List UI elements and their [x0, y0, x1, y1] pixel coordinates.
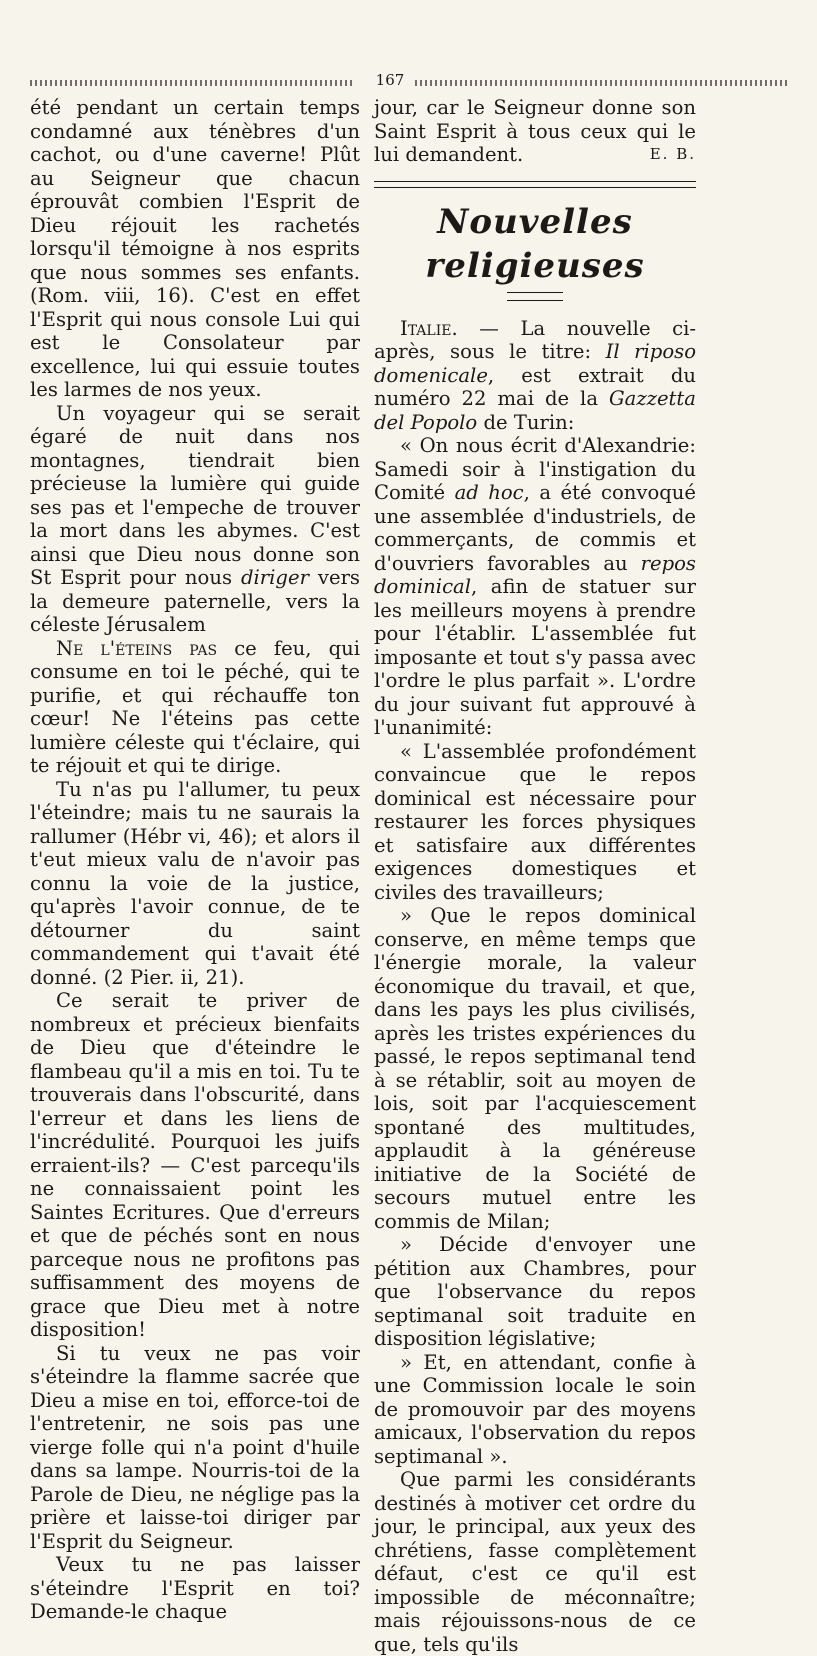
- paragraph: Si tu veux ne pas voir s'éteindre la flamme sacrée que Dieu a mise en toi, efforce-toi de l'entretenir, ne sois pas une vierge folle qui n'a point d'huile dans sa lampe. Nourris-toi de la Parole de Dieu, ne néglige pas la prière et laisse-toi diriger par l'Esprit du Seigneur.: [30, 1341, 360, 1553]
- signature: E. B.: [649, 145, 696, 163]
- page-number: 167: [375, 71, 405, 89]
- text-run: , a été convoqué une assemblée d'industriels, de commerçants, de commis et d'ouvriers favorables au: [374, 481, 697, 575]
- paragraph: [374, 434, 696, 740]
- paragraph: [374, 96, 696, 167]
- paragraph: » Et, en attendant, confie à une Commission locale le soin de promouvoir par des moyens amicaux, l'observation du repos septimanal ».: [374, 1350, 696, 1468]
- page-header: [30, 70, 790, 90]
- paragraph: « L'assemblée profondément convaincue que le repos dominical est nécessaire pour restaurer les forces physiques et satisfaire aux différentes exigences domestiques et civiles des travailleurs;: [374, 739, 696, 904]
- text-run: jour, car le Seigneur donne son Saint Esprit à tous ceux qui le lui demandent.: [374, 96, 696, 166]
- text-run: vers la demeure paternelle, vers la céleste Jérusalem: [30, 566, 360, 636]
- paragraph: été pendant un certain temps condamné aux ténèbres d'un cachot, ou d'une caverne! Plût au Seigneur que chacun éprouvât combien l'Esprit de Dieu réjouit les rachetés lorsqu'il témoigne à nos esprits que nous sommes ses enfants. (Rom. viii, 16). C'est en effet l'Esprit qui nous console Lui qui est le Consolateur par excellence, lui qui essuie toutes les larmes de nos yeux.: [30, 96, 360, 401]
- paragraph: Que parmi les considérants destinés à motiver cet ordre du jour, le principal, aux yeux des chrétiens, fasse complètement défaut, c'est ce qu'il est impossible de méconnaître; mais réjouissons-nous de ce que, tels qu'ils: [374, 1468, 696, 1656]
- text-run: diriger: [240, 566, 309, 589]
- text-run: repos dominical: [374, 551, 696, 598]
- title-ornament: [507, 292, 563, 301]
- section-divider: [374, 181, 696, 188]
- paragraph: Tu n'as pu l'allumer, tu peux l'éteindre; mais tu ne saurais la rallumer (Hébr vi, 46); et alors il t'eut mieux valu de n'avoir pas connu la voie de la justice, qu'après l'avoir connue, de te détourner du saint commandement qui t'avait été donné. (2 Pier. ii, 21).: [30, 777, 360, 989]
- text-run: , est extrait du numéro 22 mai de la: [374, 363, 696, 410]
- text-run: Il riposo domenicale: [374, 340, 696, 387]
- header-rule-left: [30, 80, 355, 86]
- header-rule-right: [415, 80, 790, 86]
- paragraph: Veux tu ne pas laisser s'éteindre l'Esprit en toi? Demande-le chaque: [30, 1553, 360, 1623]
- paragraph: [30, 402, 360, 637]
- paragraph: [30, 637, 360, 778]
- section-title: Nouvelles religieuses: [425, 201, 645, 286]
- text-run: Italie.: [400, 316, 458, 340]
- text-run: « On nous écrit d'Alexandrie: Samedi soir à l'instigation du Comité: [374, 434, 696, 504]
- text-run: ad hoc: [454, 481, 524, 504]
- left-column: [30, 96, 360, 1624]
- paragraph: » Décide d'envoyer une pétition aux Chambres, pour que l'observance du repos septimanal soit traduite en disposition législative;: [374, 1233, 696, 1350]
- text-run: Un voyageur qui se serait égaré de nuit dans nos montagnes, tiendrait bien précieuse la lumière qui guide ses pas et l'empeche de trouver la mort dans les abymes. C'est ainsi que Dieu nous donne son St Esprit pour nous: [30, 401, 360, 589]
- paragraph: Ce serait te priver de nombreux et précieux bienfaits de Dieu que d'éteindre le flambeau qu'il a mis en toi. Tu te trouverais dans l'obscurité, dans l'erreur et dans les liens de l'incrédulité. Pourquoi les juifs erraient-ils? — C'est parcequ'ils ne connaissaient point les Saintes Ecritures. Que d'erreurs et que de péchés sont en nous parceque nous ne profitons pas suffisamment des moyens de grace que Dieu met à notre disposition!: [30, 989, 360, 1341]
- paragraph: [374, 317, 696, 435]
- text-run: ce feu, qui consume en toi le péché, qui te purifie, et qui réchauffe ton cœur! Ne l'éteins pas cette lumière céleste qui t'éclaire, qui te réjouit et qui te dirige.: [30, 636, 360, 777]
- text-run: — La nouvelle ci-après, sous le titre:: [374, 316, 696, 363]
- text-run: Gazzetta del Popolo: [374, 387, 696, 434]
- text-run: , afin de statuer sur les meilleurs moyens à prendre pour l'établir. L'assemblée fut imposante et tout s'y passa avec l'ordre le plus parfait ». L'ordre du jour suivant fut approuvé à l'unanimité:: [374, 575, 696, 739]
- text-run: Ne l'éteins pas: [56, 636, 218, 660]
- paragraph: » Que le repos dominical conserve, en même temps que l'énergie morale, la valeur économique du travail, et que, dans les pays les plus civilisés, après les tristes expériences du passé, le repos septimanal tend à se rétablir, soit au moyen de lois, soit par l'acquiescement spontané des multitudes, applaudit à la généreuse initiative de la Société de secours mutuel entre les commis de Milan;: [374, 904, 696, 1233]
- right-column: [374, 96, 696, 1656]
- text-run: de Turin:: [483, 410, 575, 434]
